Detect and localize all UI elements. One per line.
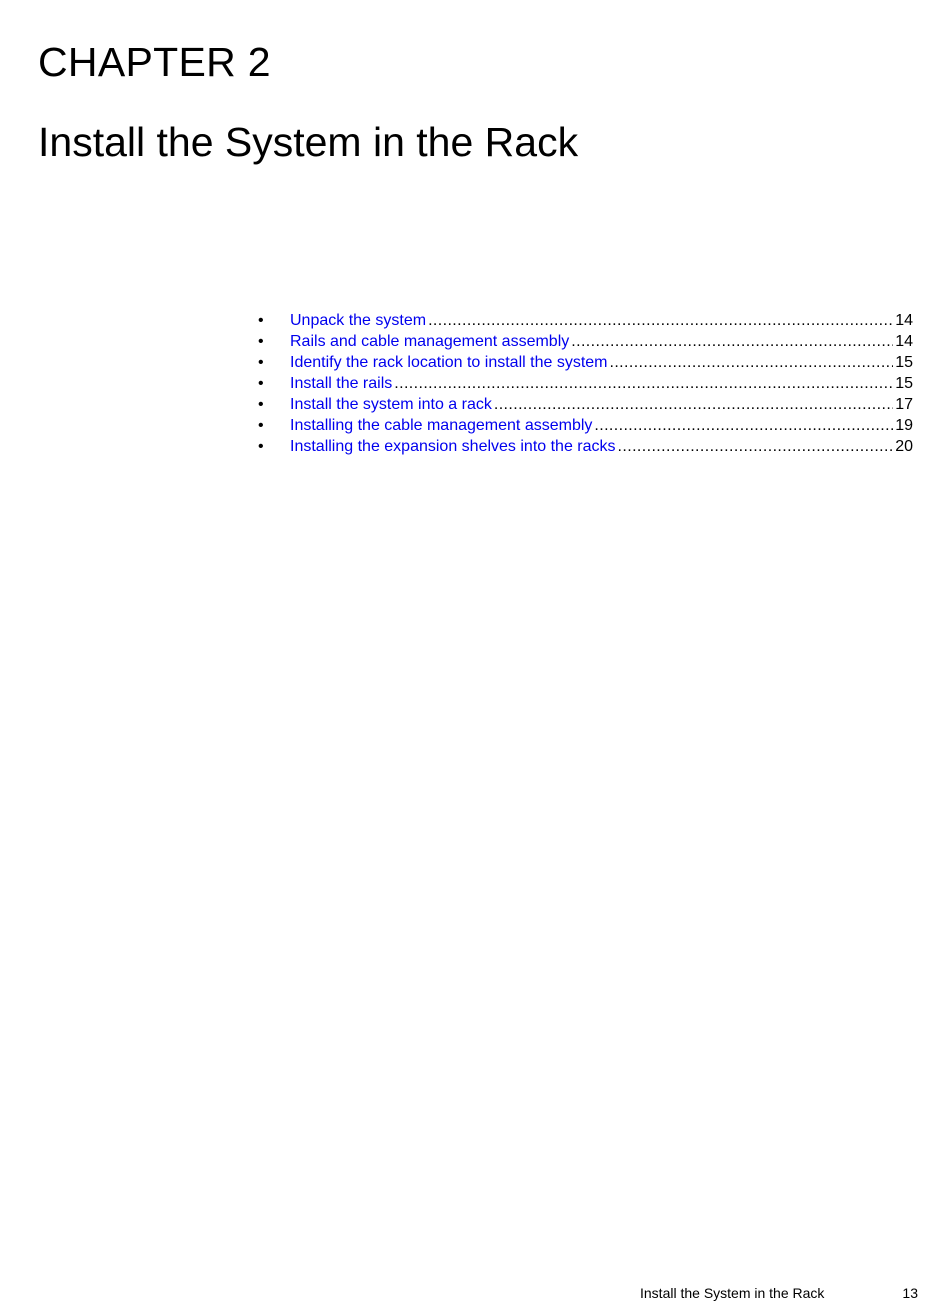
bullet-icon: • <box>258 354 264 371</box>
dot-leader <box>428 310 893 331</box>
footer-page-number: 13 <box>902 1285 918 1301</box>
toc-link-cable-management[interactable]: Installing the cable management assembly <box>290 417 593 434</box>
page-footer <box>0 1283 950 1303</box>
toc-link-unpack[interactable]: Unpack the system <box>290 312 427 329</box>
toc-link-install-rails[interactable]: Install the rails <box>290 375 393 392</box>
dot-leader <box>494 394 893 415</box>
toc-item-unpack <box>256 310 913 331</box>
toc-page-number: 14 <box>895 333 913 350</box>
toc-item-expansion-shelves <box>256 436 913 457</box>
toc-page-number: 19 <box>895 417 913 434</box>
bullet-icon: • <box>258 417 264 434</box>
bullet-icon: • <box>258 438 264 455</box>
dot-leader <box>618 436 894 457</box>
dot-leader <box>609 352 893 373</box>
toc-link-install-system[interactable]: Install the system into a rack <box>290 396 492 413</box>
dot-leader <box>394 373 893 394</box>
toc-item-install-system <box>256 394 913 415</box>
toc-page-number: 15 <box>895 375 913 392</box>
toc-item-install-rails <box>256 373 913 394</box>
bullet-icon: • <box>258 375 264 392</box>
table-of-contents <box>256 310 913 457</box>
toc-page-number: 15 <box>895 354 913 371</box>
footer-title: Install the System in the Rack <box>640 1285 825 1301</box>
bullet-icon: • <box>258 396 264 413</box>
toc-page-number: 17 <box>895 396 913 413</box>
dot-leader <box>594 415 893 436</box>
toc-link-expansion-shelves[interactable]: Installing the expansion shelves into the racks <box>290 438 616 455</box>
bullet-icon: • <box>258 333 264 350</box>
dot-leader <box>571 331 893 352</box>
chapter-title: Install the System in the Rack <box>38 119 579 165</box>
toc-item-identify-location <box>256 352 913 373</box>
toc-item-rails-cable <box>256 331 913 352</box>
toc-link-rails-cable[interactable]: Rails and cable management assembly <box>290 333 570 350</box>
toc-page-number: 14 <box>895 312 913 329</box>
toc-page-number: 20 <box>895 438 913 455</box>
bullet-icon: • <box>258 312 264 329</box>
toc-item-cable-management <box>256 415 913 436</box>
toc-link-identify-location[interactable]: Identify the rack location to install the system <box>290 354 608 371</box>
chapter-label: CHAPTER 2 <box>38 39 271 85</box>
